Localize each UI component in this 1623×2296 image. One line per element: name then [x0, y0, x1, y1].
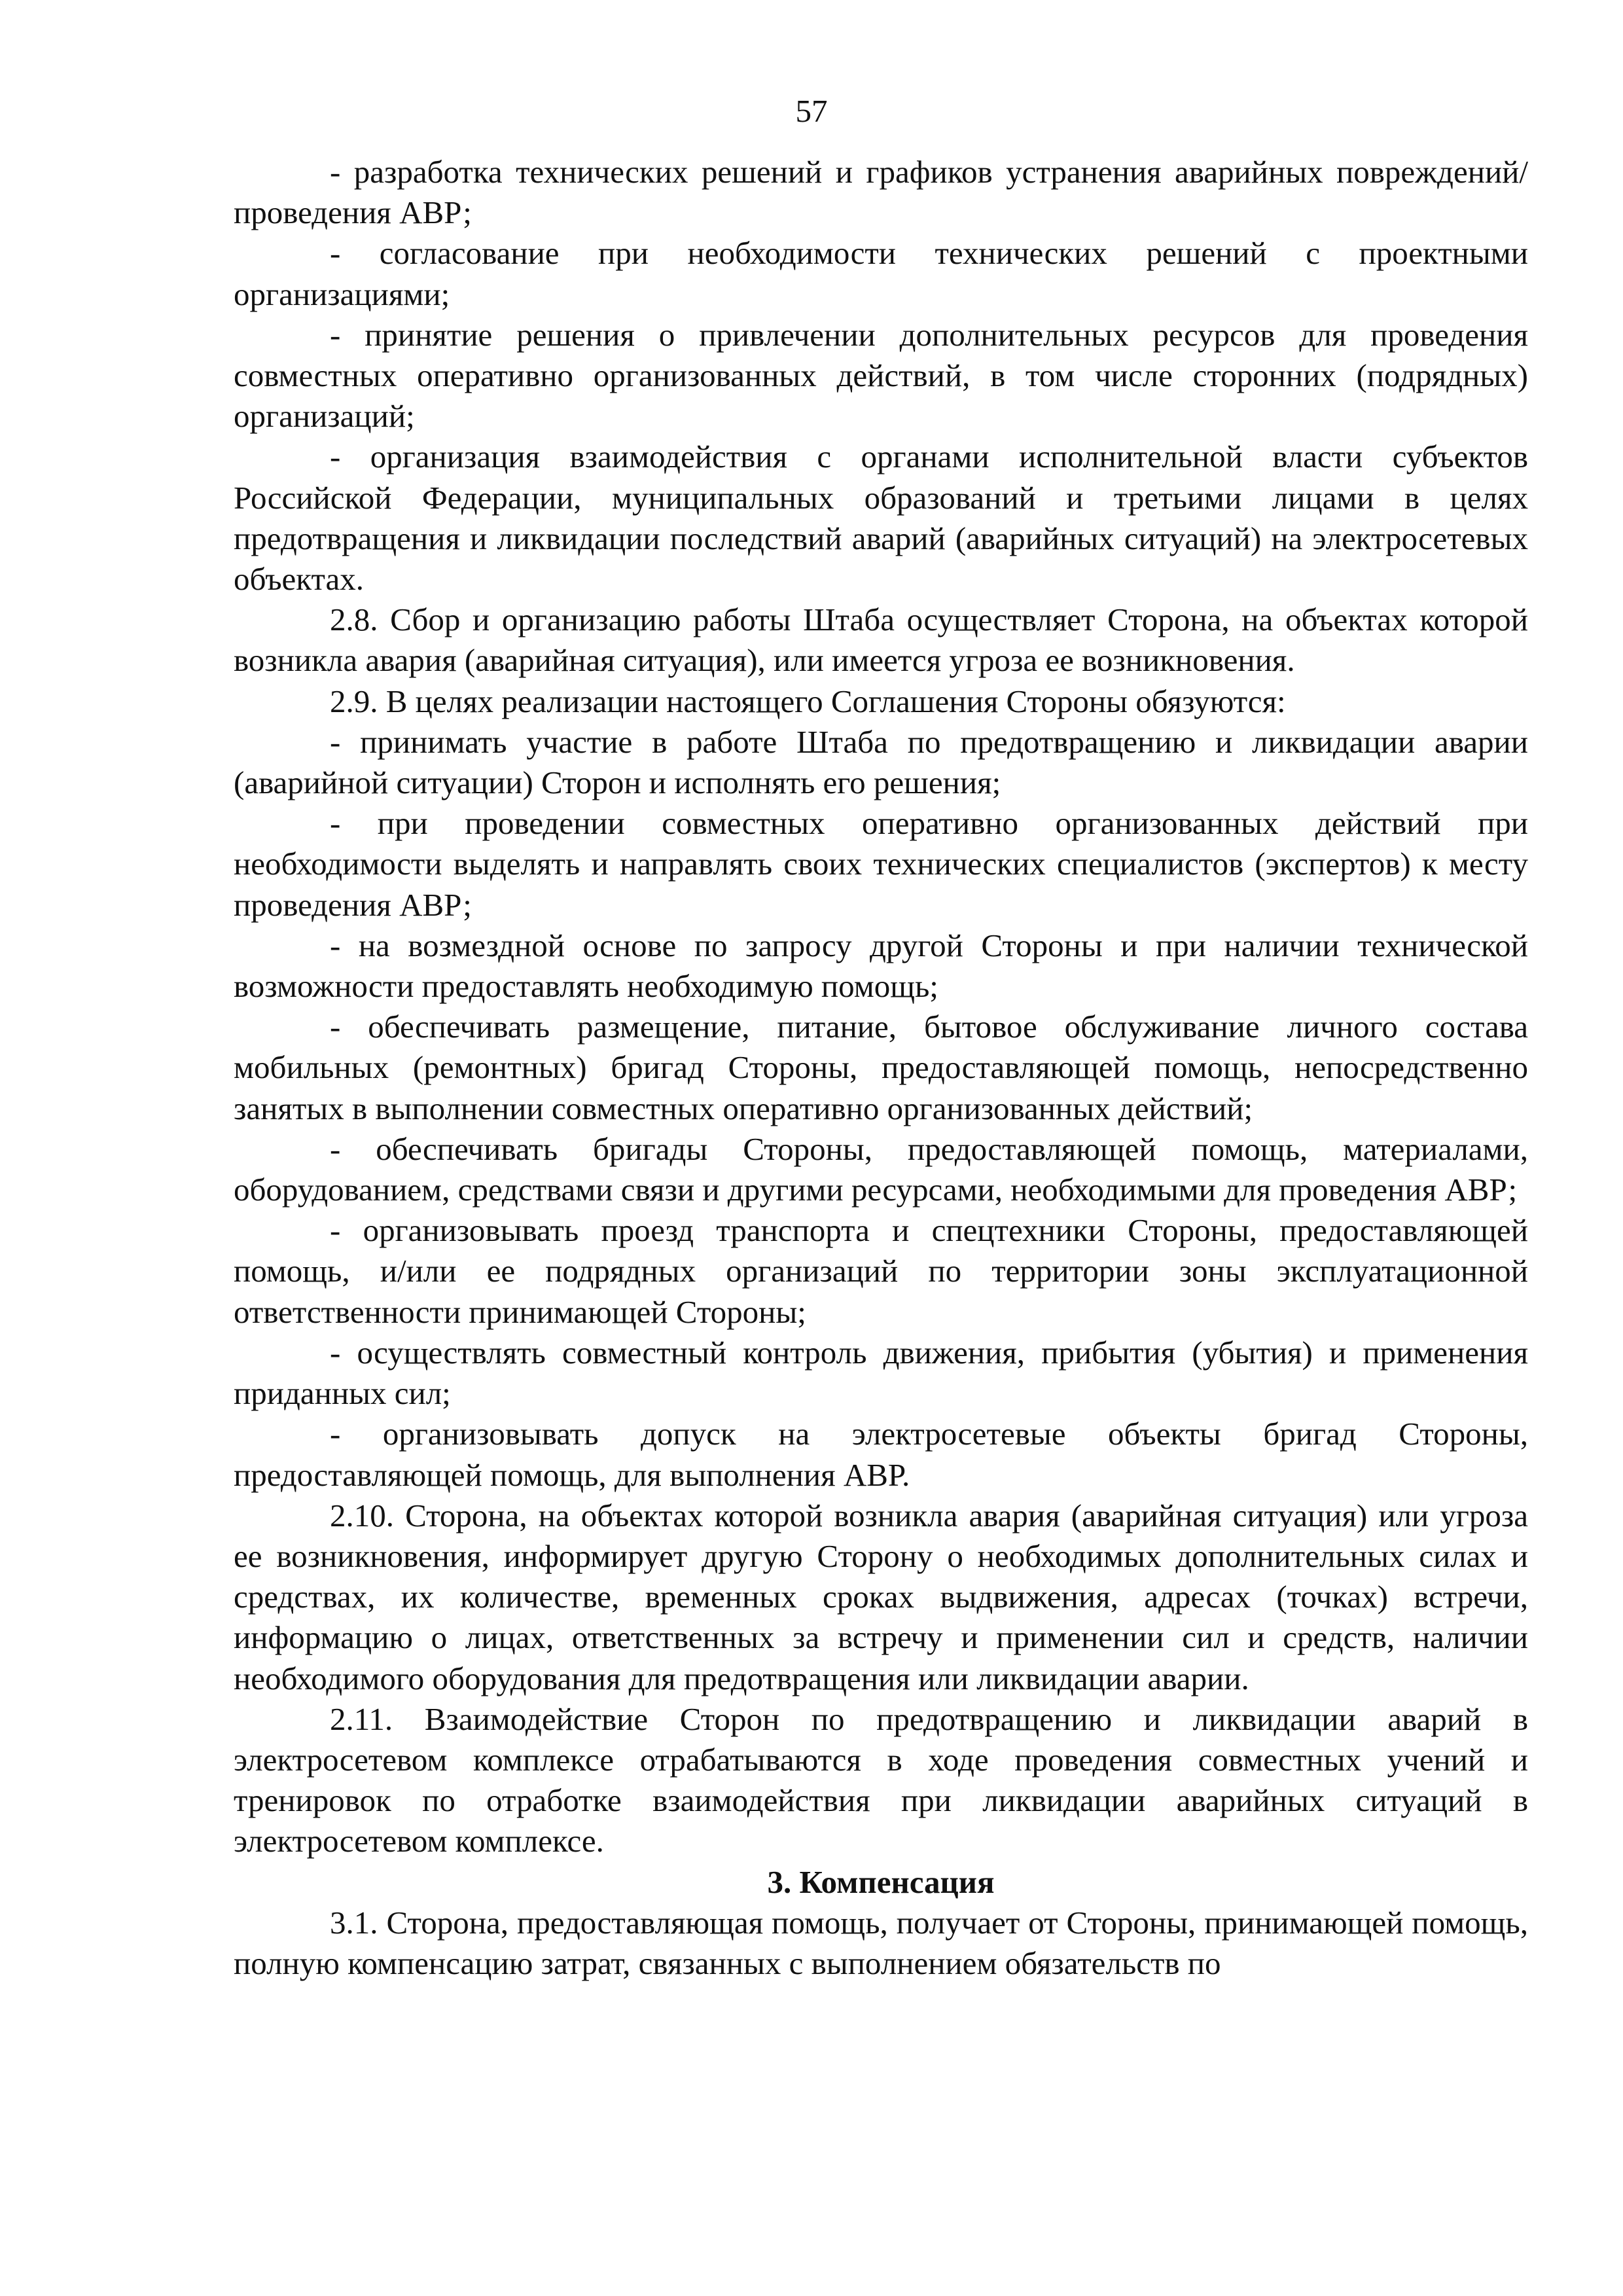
- paragraph: - обеспечивать размещение, питание, бытовое обслуживание личного состава мобильных (ремонтных) бригад Стороны, предоставляющей помощь, непосредственно занятых в выполнении совместных оперативно организованных действий;: [234, 1009, 1528, 1126]
- paragraph: 2.8. Сбор и организацию работы Штаба осуществляет Сторона, на объектах которой возникла авария (аварийная ситуация), или имеется угроза ее возникновения.: [234, 601, 1528, 679]
- page-number: 57: [795, 93, 828, 129]
- paragraph: 2.11. Взаимодействие Сторон по предотвращению и ликвидации аварий в электросетевом комплексе отрабатываются в ходе проведения совместных учений и тренировок по отработке взаимодействия при ликвидации аварийных ситуаций в электросетевом комплексе.: [234, 1700, 1528, 1859]
- paragraph: - принимать участие в работе Штаба по предотвращению и ликвидации аварии (аварийной ситуации) Сторон и исполнять его решения;: [234, 723, 1528, 801]
- paragraph: 2.10. Сторона, на объектах которой возникла авария (аварийная ситуация) или угроза ее возникновения, информирует другую Сторону о необходимых дополнительных силах и средствах, их количестве, временных сроках выдвижения, адресах (точках) встречи, информацию о лицах, ответственных за встречу и применении сил и средств, наличии необходимого оборудования для предотвращения или ликвидации аварии.: [234, 1497, 1528, 1696]
- paragraph: - на возмездной основе по запросу другой Стороны и при наличии технической возможности предоставлять необходимую помощь;: [234, 927, 1528, 1005]
- paragraph: - обеспечивать бригады Стороны, предоставляющей помощь, материалами, оборудованием, средствами связи и другими ресурсами, необходимыми для проведения АВР;: [234, 1130, 1528, 1208]
- paragraph: - организовывать проезд транспорта и спецтехники Стороны, предоставляющей помощь, и/или ее подрядных организаций по территории зоны эксплуатационной ответственности принимающей Стороны;: [234, 1212, 1528, 1330]
- paragraph: - организация взаимодействия с органами исполнительной власти субъектов Российской Федерации, муниципальных образований и третьими лицами в целях предотвращения и ликвидации последствий аварий (аварийных ситуаций) на электросетевых объектах.: [234, 439, 1528, 598]
- paragraph: - принятие решения о привлечении дополнительных ресурсов для проведения совместных оперативно организованных действий, в том числе сторонних (подрядных) организаций;: [234, 316, 1528, 435]
- section-heading: 3. Компенсация: [767, 1863, 995, 1900]
- paragraph: - осуществлять совместный контроль движения, прибытия (убытия) и применения приданных сил;: [234, 1334, 1528, 1412]
- paragraph: 3.1. Сторона, предоставляющая помощь, получает от Стороны, принимающей помощь, полную компенсацию затрат, связанных с выполнением обязательств по: [234, 1904, 1528, 1981]
- paragraph: - организовывать допуск на электросетевые объекты бригад Стороны, предоставляющей помощь, для выполнения АВР.: [234, 1416, 1528, 1493]
- paragraph: - при проведении совместных оперативно организованных действий при необходимости выделять и направлять своих технических специалистов (экспертов) к месту проведения АВР;: [234, 805, 1528, 923]
- paragraph: 2.9. В целях реализации настоящего Соглашения Стороны обязуются:: [330, 683, 1286, 719]
- document-body: [234, 152, 1528, 1984]
- paragraph: - разработка технических решений и графиков устранения аварийных повреждений/проведения АВР;: [234, 154, 1528, 231]
- paragraph: - согласование при необходимости технических решений с проектными организациями;: [234, 235, 1528, 312]
